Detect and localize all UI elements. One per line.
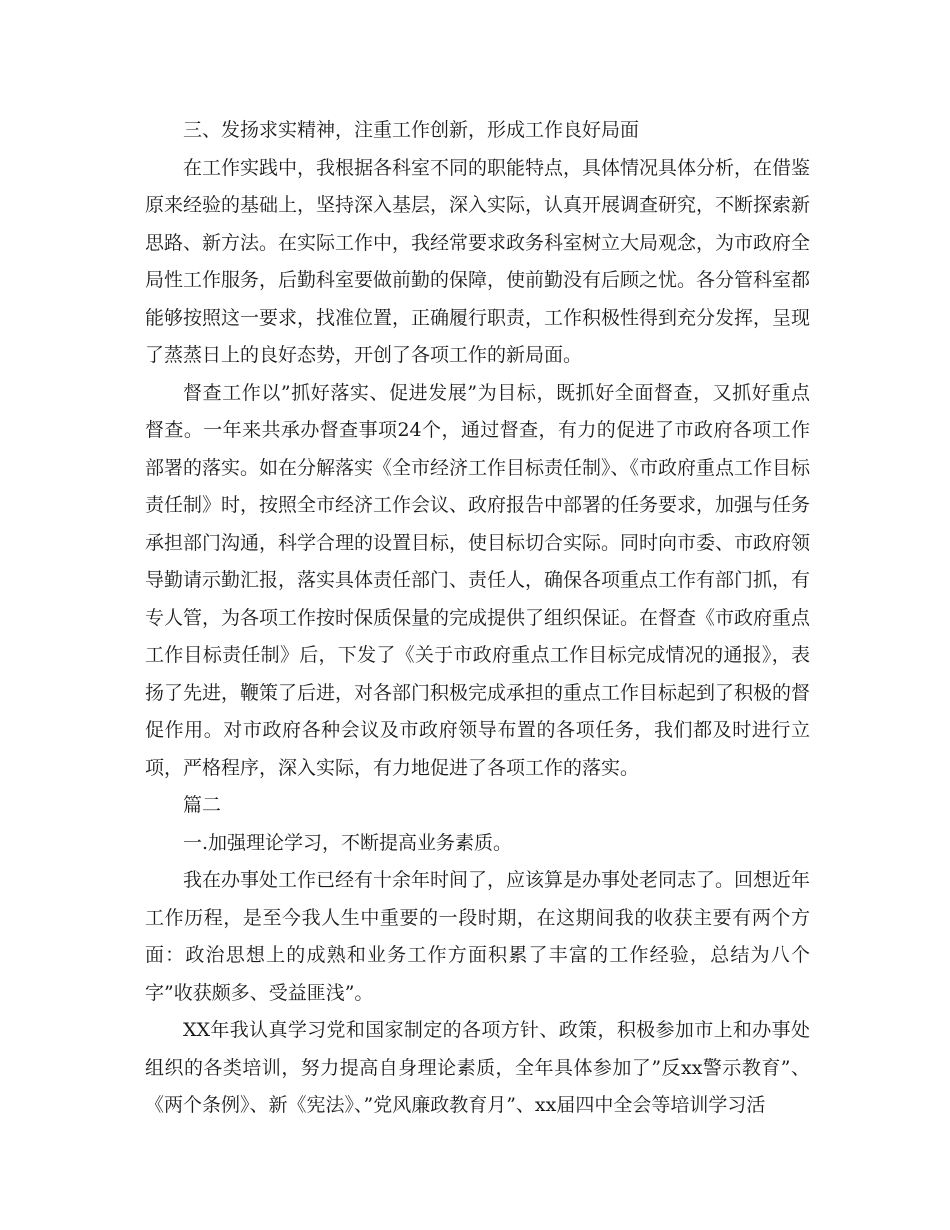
section-heading-1: 一.加强理论学习，不断提高业务素质。 — [183, 831, 513, 854]
paragraph-office-years: 我在办事处工作已经有十余年时间了，应该算是办事处老同志了。回想近年工作历程，是至今我人生中重要的一段时期，在这期间我的收获主要有两个方面：政治思想上的成熟和业务工作方面积累了丰富的工作经验，总结为八个字”收获颇多、受益匪浅”。 — [145, 869, 811, 1004]
paragraph-work-practice: 在工作实践中，我根据各科室不同的职能特点，具体情况具体分析，在借鉴原来经验的基础上，坚持深入基层，深入实际，认真开展调查研究，不断探索新思路、新方法。在实际工作中，我经常要求政务科室树立大局观念，为市政府全局性工作服务，后勤科室要做前勤的保障，使前勤没有后顾之忧。各分管科室都能够按照这一要求，找准位置，正确履行职责，工作积极性得到充分发挥，呈现了蒸蒸日上的良好态势，开创了各项工作的新局面。 — [145, 156, 811, 366]
section-heading-3: 三、发扬求实精神，注重工作创新，形成工作良好局面 — [183, 119, 640, 141]
part-two-heading: 篇二 — [183, 794, 222, 816]
paragraph-supervision: 督查工作以”抓好落实、促进发展”为目标，既抓好全面督查，又抓好重点督查。一年来共承办督查事项24个，通过督查，有力的促进了市政府各项工作部署的落实。如在分解落实《全市经济工作目标责任制》、《市政府重点工作目标责任制》时，按照全市经济工作会议、政府报告中部署的任务要求，加强与任务承担部门沟通，科学合理的设置目标，使目标切合实际。同时向市委、市政府领导勤请示勤汇报，落实具体责任部门、责任人，确保各项重点工作有部门抓，有专人管，为各项工作按时保质保量的完成提供了组织保证。在督查《市政府重点工作目标责任制》后，下发了《关于市政府重点工作目标完成情况的通报》，表扬了先进，鞭策了后进，对各部门积极完成承担的重点工作目标起到了积极的督促作用。对市政府各种会议及市政府领导布置的各项任务，我们都及时进行立项，严格程序，深入实际，有力地促进了各项工作的落实。 — [145, 381, 811, 779]
paragraph-study: XX年我认真学习党和国家制定的各项方针、政策，积极参加市上和办事处组织的各类培训，努力提高自身理论素质，全年具体参加了”反xx警示教育”、《两个条例》、新《宪法》、”党风廉政教育月”、xx届四中全会等培训学习活 — [145, 1019, 810, 1116]
document-page — [145, 112, 810, 1125]
